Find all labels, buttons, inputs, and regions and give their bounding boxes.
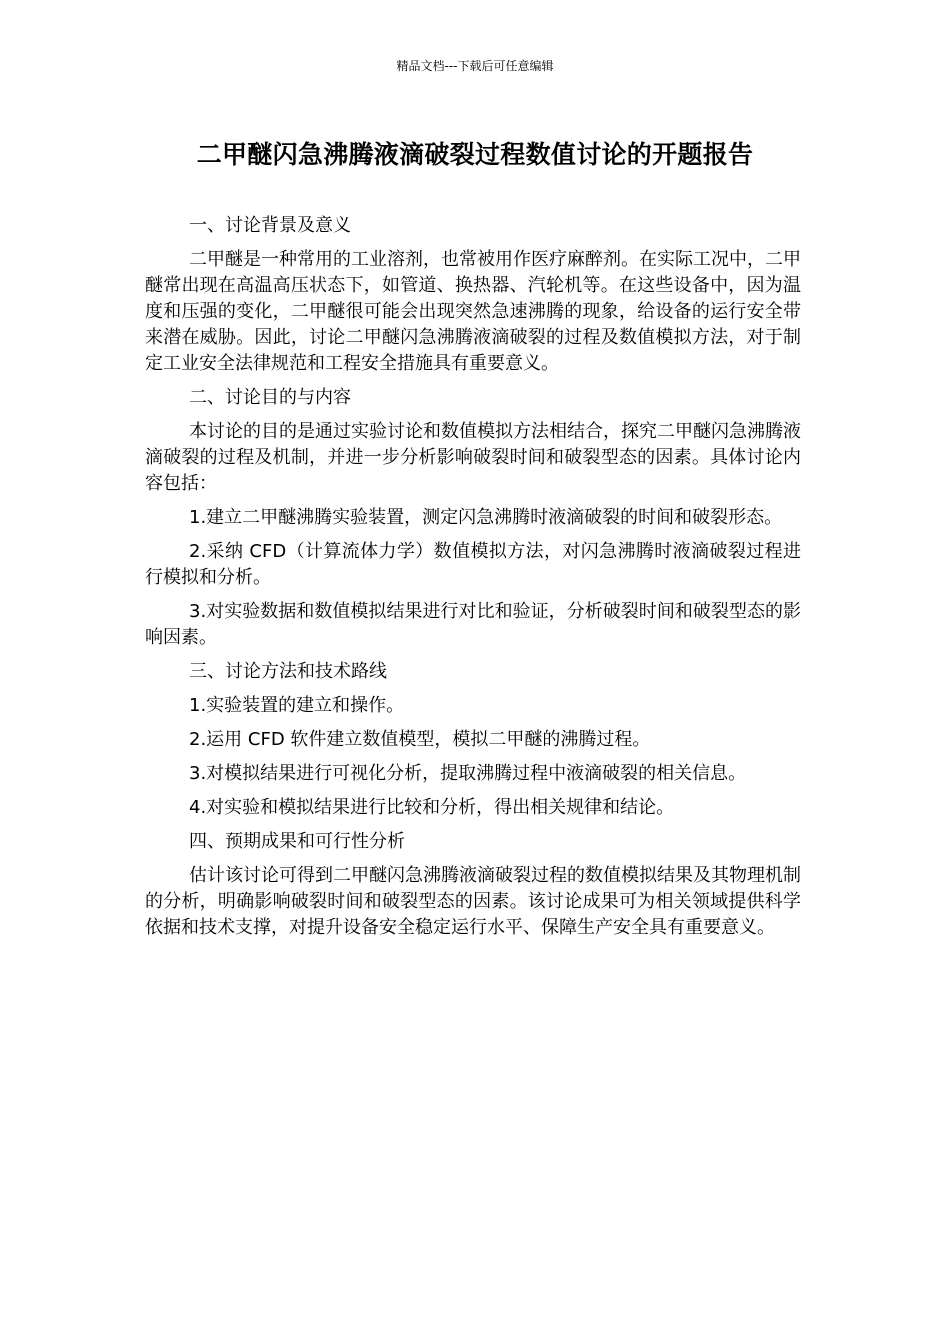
list-item-objective-2: 2.采纳 CFD（计算流体力学）数值模拟方法，对闪急沸腾时液滴破裂过程进行模拟和分析。 bbox=[145, 541, 801, 588]
paragraph-outcomes: 估计该讨论可得到二甲醚闪急沸腾液滴破裂过程的数值模拟结果及其物理机制的分析，明确影响破裂时间和破裂型态的因素。该讨论成果可为相关领域提供科学依据和技术支撑，对提升设备安全稳定运行水平、保障生产安全具有重要意义。 bbox=[145, 865, 801, 938]
section-heading-outcomes: 四、预期成果和可行性分析 bbox=[189, 831, 405, 852]
document-body bbox=[145, 213, 801, 949]
list-item-objective-3: 3.对实验数据和数值模拟结果进行对比和验证，分析破裂时间和破裂型态的影响因素。 bbox=[145, 601, 801, 648]
document-title: 二甲醚闪急沸腾液滴破裂过程数值讨论的开题报告 bbox=[196, 140, 754, 169]
paragraph-background: 二甲醚是一种常用的工业溶剂，也常被用作医疗麻醉剂。在实际工况中，二甲醚常出现在高温高压状态下，如管道、换热器、汽轮机等。在这些设备中，因为温度和压强的变化，二甲醚很可能会出现突然急速沸腾的现象，给设备的运行安全带来潜在威胁。因此，讨论二甲醚闪急沸腾液滴破裂的过程及数值模拟方法，对于制定工业安全法律规范和工程安全措施具有重要意义。 bbox=[145, 249, 801, 374]
list-item-method-1: 1.实验装置的建立和操作。 bbox=[189, 695, 405, 716]
section-heading-methods: 三、讨论方法和技术路线 bbox=[189, 661, 387, 682]
list-item-method-2: 2.运用 CFD 软件建立数值模型，模拟二甲醚的沸腾过程。 bbox=[189, 729, 651, 750]
page-header-note: 精品文档---下载后可任意编辑 bbox=[396, 59, 554, 73]
paragraph-objectives-intro: 本讨论的目的是通过实验讨论和数值模拟方法相结合，探究二甲醚闪急沸腾液滴破裂的过程及机制，并进一步分析影响破裂时间和破裂型态的因素。具体讨论内容包括： bbox=[145, 421, 801, 494]
section-heading-objectives: 二、讨论目的与内容 bbox=[189, 387, 351, 408]
list-item-objective-1: 1.建立二甲醚沸腾实验装置，测定闪急沸腾时液滴破裂的时间和破裂形态。 bbox=[189, 507, 783, 528]
list-item-method-4: 4.对实验和模拟结果进行比较和分析，得出相关规律和结论。 bbox=[189, 797, 675, 818]
list-item-method-3: 3.对模拟结果进行可视化分析，提取沸腾过程中液滴破裂的相关信息。 bbox=[189, 763, 747, 784]
section-heading-background: 一、讨论背景及意义 bbox=[189, 215, 351, 236]
